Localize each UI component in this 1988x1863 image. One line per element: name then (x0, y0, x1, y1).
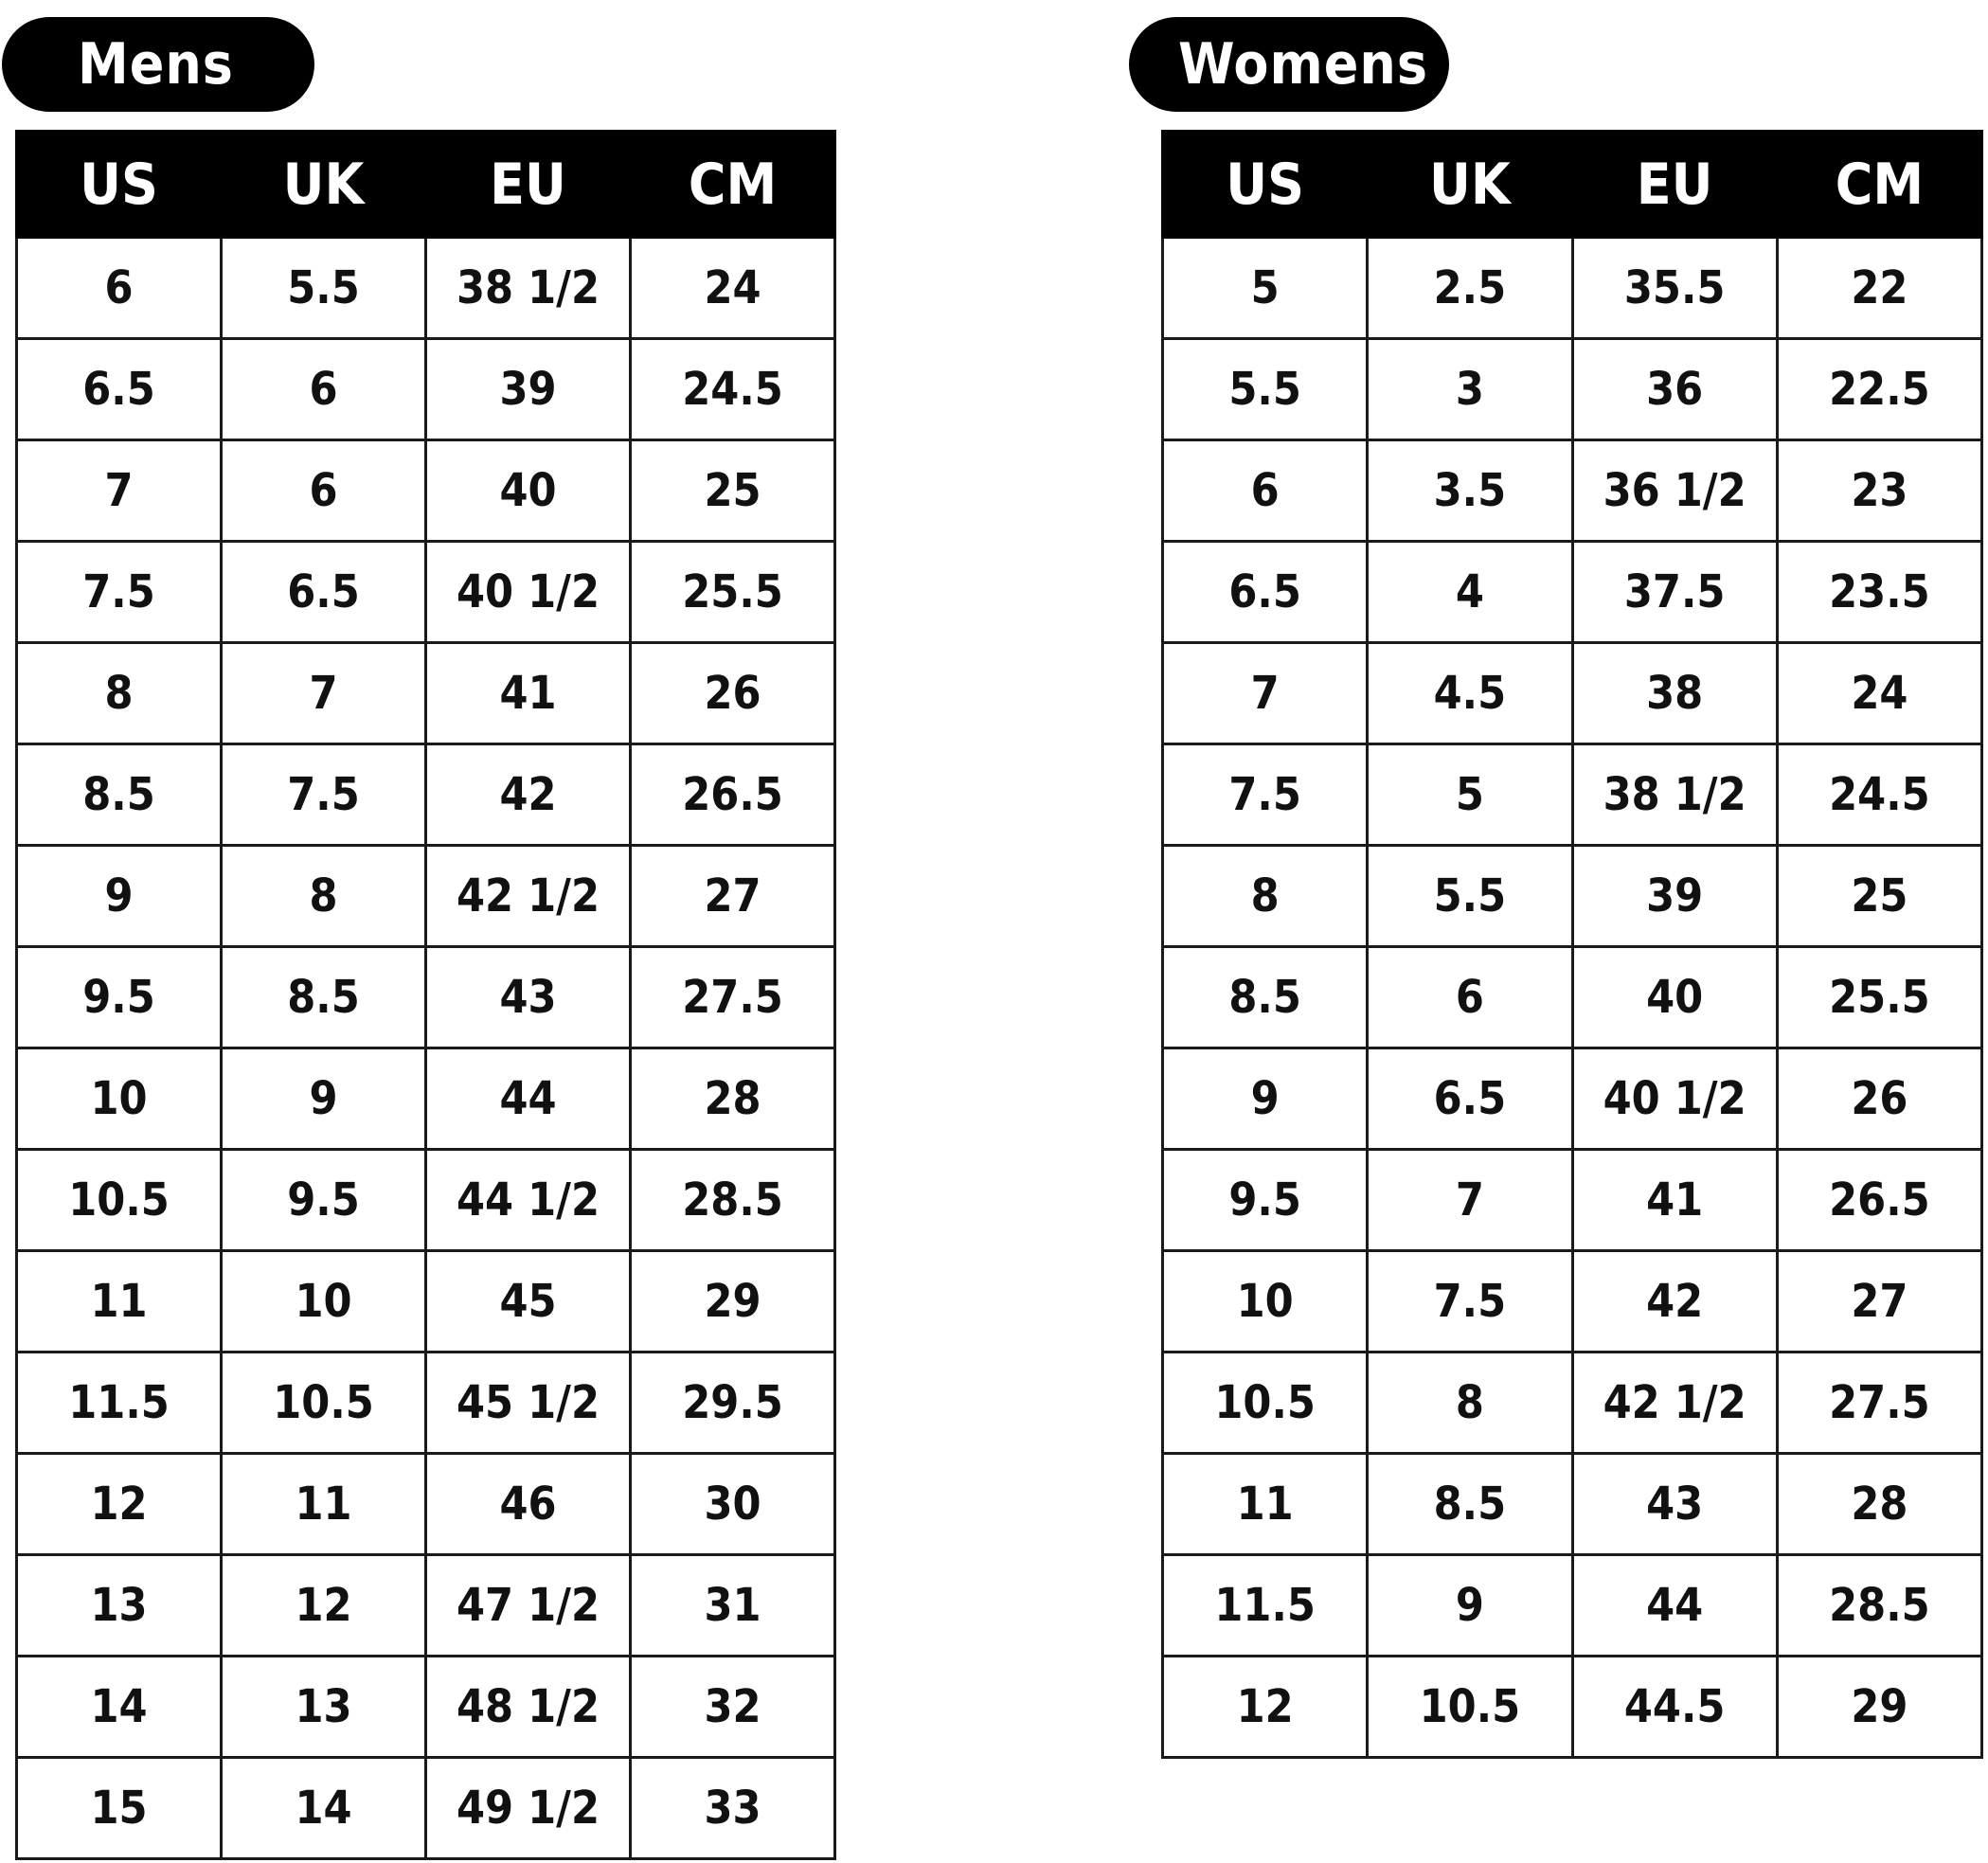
size-cell-uk: 4 (1368, 542, 1572, 643)
table-row (1163, 1352, 1982, 1454)
table-row (17, 542, 835, 643)
size-cell-eu: 40 (1572, 947, 1777, 1048)
womens-size-table (1161, 130, 1983, 1759)
size-cell-cm: 25 (631, 440, 835, 542)
table-row (1163, 1150, 1982, 1251)
size-cell-cm: 27 (1777, 1251, 1981, 1352)
column-header-cm: CM (1777, 132, 1981, 238)
size-cell-cm: 33 (631, 1758, 835, 1859)
table-row (17, 440, 835, 542)
size-cell-cm: 29 (631, 1251, 835, 1352)
size-cell-uk: 4.5 (1368, 643, 1572, 744)
size-cell-cm: 27.5 (631, 947, 835, 1048)
table-row (1163, 1555, 1982, 1657)
size-cell-uk: 9.5 (222, 1150, 426, 1251)
size-cell-uk: 6 (222, 440, 426, 542)
size-cell-eu: 44 1/2 (426, 1150, 631, 1251)
size-cell-uk: 8 (222, 846, 426, 947)
size-cell-eu: 40 (426, 440, 631, 542)
table-row (1163, 1048, 1982, 1150)
size-cell-eu: 42 (1572, 1251, 1777, 1352)
table-row (17, 1048, 835, 1150)
size-cell-uk: 10.5 (1368, 1657, 1572, 1758)
size-cell-eu: 44 (426, 1048, 631, 1150)
size-cell-cm: 25.5 (631, 542, 835, 643)
size-cell-uk: 13 (222, 1657, 426, 1758)
size-cell-cm: 27.5 (1777, 1352, 1981, 1454)
size-cell-cm: 22 (1777, 238, 1981, 339)
size-cell-uk: 6.5 (222, 542, 426, 643)
size-cell-uk: 7.5 (222, 744, 426, 846)
column-header-eu: EU (1572, 132, 1777, 238)
table-row (1163, 542, 1982, 643)
table-row (1163, 846, 1982, 947)
table-row (17, 947, 835, 1048)
size-cell-us: 7.5 (17, 542, 222, 643)
size-cell-cm: 26 (1777, 1048, 1981, 1150)
size-cell-eu: 43 (1572, 1454, 1777, 1555)
size-cell-us: 10 (17, 1048, 222, 1150)
size-cell-cm: 24.5 (1777, 744, 1981, 846)
size-cell-us: 5.5 (1163, 339, 1368, 440)
size-cell-cm: 26 (631, 643, 835, 744)
size-cell-us: 12 (17, 1454, 222, 1555)
size-cell-us: 8.5 (17, 744, 222, 846)
size-cell-uk: 6 (222, 339, 426, 440)
size-cell-eu: 38 1/2 (1572, 744, 1777, 846)
size-cell-cm: 29.5 (631, 1352, 835, 1454)
size-cell-uk: 2.5 (1368, 238, 1572, 339)
size-cell-us: 7 (17, 440, 222, 542)
size-cell-cm: 28.5 (1777, 1555, 1981, 1657)
size-cell-eu: 40 1/2 (426, 542, 631, 643)
size-cell-cm: 24 (1777, 643, 1981, 744)
table-row (17, 1657, 835, 1758)
size-cell-us: 8.5 (1163, 947, 1368, 1048)
size-cell-uk: 9 (222, 1048, 426, 1150)
size-cell-us: 6 (17, 238, 222, 339)
mens-title: Mens (2, 17, 314, 112)
size-cell-cm: 23.5 (1777, 542, 1981, 643)
size-cell-cm: 26.5 (1777, 1150, 1981, 1251)
size-cell-us: 12 (1163, 1657, 1368, 1758)
size-cell-us: 11.5 (1163, 1555, 1368, 1657)
table-row (17, 339, 835, 440)
size-cell-uk: 9 (1368, 1555, 1572, 1657)
size-cell-eu: 36 (1572, 339, 1777, 440)
table-row (17, 1555, 835, 1657)
size-cell-eu: 35.5 (1572, 238, 1777, 339)
table-row (17, 846, 835, 947)
size-cell-cm: 28 (1777, 1454, 1981, 1555)
size-cell-us: 10.5 (17, 1150, 222, 1251)
size-cell-eu: 49 1/2 (426, 1758, 631, 1859)
size-cell-us: 8 (17, 643, 222, 744)
table-row (1163, 440, 1982, 542)
mens-size-table (15, 130, 836, 1860)
size-cell-eu: 42 (426, 744, 631, 846)
size-cell-uk: 6 (1368, 947, 1572, 1048)
size-cell-uk: 7.5 (1368, 1251, 1572, 1352)
table-row (17, 1758, 835, 1859)
column-header-cm: CM (631, 132, 835, 238)
size-cell-eu: 44 (1572, 1555, 1777, 1657)
size-cell-eu: 38 (1572, 643, 1777, 744)
size-cell-eu: 39 (426, 339, 631, 440)
womens-header-row (1163, 132, 1982, 238)
size-cell-us: 6.5 (1163, 542, 1368, 643)
size-cell-uk: 10 (222, 1251, 426, 1352)
size-cell-uk: 11 (222, 1454, 426, 1555)
size-cell-uk: 5.5 (222, 238, 426, 339)
size-cell-eu: 45 (426, 1251, 631, 1352)
size-cell-cm: 22.5 (1777, 339, 1981, 440)
table-row (17, 238, 835, 339)
table-row (17, 643, 835, 744)
size-cell-eu: 37.5 (1572, 542, 1777, 643)
size-cell-us: 13 (17, 1555, 222, 1657)
size-cell-eu: 42 1/2 (426, 846, 631, 947)
size-cell-eu: 41 (1572, 1150, 1777, 1251)
size-cell-uk: 8.5 (222, 947, 426, 1048)
table-row (1163, 1251, 1982, 1352)
size-cell-us: 10 (1163, 1251, 1368, 1352)
size-cell-eu: 40 1/2 (1572, 1048, 1777, 1150)
size-cell-cm: 25.5 (1777, 947, 1981, 1048)
column-header-eu: EU (426, 132, 631, 238)
size-cell-cm: 28.5 (631, 1150, 835, 1251)
size-cell-us: 11 (1163, 1454, 1368, 1555)
column-header-us: US (17, 132, 222, 238)
size-cell-uk: 12 (222, 1555, 426, 1657)
size-cell-us: 10.5 (1163, 1352, 1368, 1454)
size-cell-eu: 43 (426, 947, 631, 1048)
column-header-uk: UK (222, 132, 426, 238)
size-cell-eu: 45 1/2 (426, 1352, 631, 1454)
size-cell-uk: 3 (1368, 339, 1572, 440)
size-cell-eu: 46 (426, 1454, 631, 1555)
size-cell-cm: 30 (631, 1454, 835, 1555)
table-row (17, 1352, 835, 1454)
size-cell-us: 11 (17, 1251, 222, 1352)
size-cell-us: 7.5 (1163, 744, 1368, 846)
size-cell-us: 5 (1163, 238, 1368, 339)
table-row (1163, 744, 1982, 846)
size-cell-uk: 5 (1368, 744, 1572, 846)
size-cell-cm: 25 (1777, 846, 1981, 947)
size-cell-uk: 14 (222, 1758, 426, 1859)
size-cell-uk: 3.5 (1368, 440, 1572, 542)
table-row (1163, 238, 1982, 339)
size-cell-cm: 26.5 (631, 744, 835, 846)
size-cell-cm: 28 (631, 1048, 835, 1150)
size-cell-cm: 29 (1777, 1657, 1981, 1758)
column-header-uk: UK (1368, 132, 1572, 238)
table-row (1163, 643, 1982, 744)
size-cell-cm: 23 (1777, 440, 1981, 542)
size-cell-us: 15 (17, 1758, 222, 1859)
size-cell-eu: 38 1/2 (426, 238, 631, 339)
table-row (1163, 947, 1982, 1048)
size-cell-uk: 8 (1368, 1352, 1572, 1454)
size-cell-uk: 7 (1368, 1150, 1572, 1251)
size-cell-us: 9.5 (17, 947, 222, 1048)
size-cell-uk: 6.5 (1368, 1048, 1572, 1150)
size-cell-us: 7 (1163, 643, 1368, 744)
table-row (17, 744, 835, 846)
size-cell-us: 6.5 (17, 339, 222, 440)
table-row (17, 1150, 835, 1251)
size-cell-cm: 27 (631, 846, 835, 947)
size-cell-us: 9 (17, 846, 222, 947)
size-cell-us: 11.5 (17, 1352, 222, 1454)
mens-header-row (17, 132, 835, 238)
table-row (1163, 1454, 1982, 1555)
table-row (1163, 1657, 1982, 1758)
size-cell-eu: 39 (1572, 846, 1777, 947)
size-cell-eu: 48 1/2 (426, 1657, 631, 1758)
size-cell-us: 8 (1163, 846, 1368, 947)
size-cell-cm: 24.5 (631, 339, 835, 440)
size-cell-us: 9.5 (1163, 1150, 1368, 1251)
size-cell-eu: 41 (426, 643, 631, 744)
size-cell-uk: 10.5 (222, 1352, 426, 1454)
size-cell-us: 6 (1163, 440, 1368, 542)
table-row (1163, 339, 1982, 440)
table-row (17, 1251, 835, 1352)
size-cell-uk: 5.5 (1368, 846, 1572, 947)
size-cell-us: 9 (1163, 1048, 1368, 1150)
size-cell-cm: 32 (631, 1657, 835, 1758)
womens-title: Womens (1129, 17, 1449, 112)
size-cell-uk: 7 (222, 643, 426, 744)
size-cell-cm: 31 (631, 1555, 835, 1657)
size-cell-cm: 24 (631, 238, 835, 339)
table-row (17, 1454, 835, 1555)
size-cell-eu: 36 1/2 (1572, 440, 1777, 542)
size-cell-uk: 8.5 (1368, 1454, 1572, 1555)
size-cell-eu: 42 1/2 (1572, 1352, 1777, 1454)
column-header-us: US (1163, 132, 1368, 238)
size-cell-eu: 47 1/2 (426, 1555, 631, 1657)
size-cell-us: 14 (17, 1657, 222, 1758)
size-cell-eu: 44.5 (1572, 1657, 1777, 1758)
